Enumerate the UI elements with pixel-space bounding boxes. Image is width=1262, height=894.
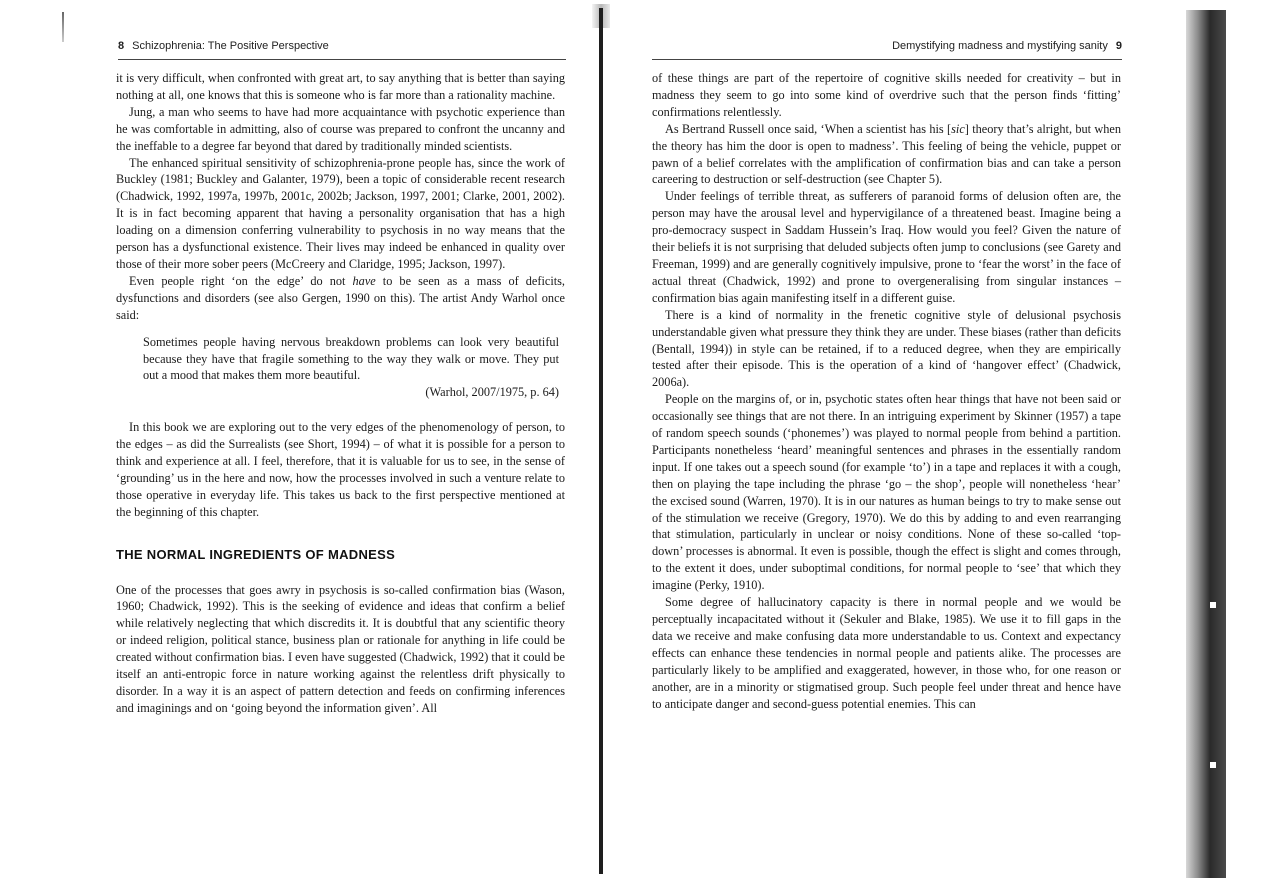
page-edge-mark	[1210, 602, 1216, 608]
right-paragraph-1: of these things are part of the repertoire of cognitive skills needed for creativity – but in madness they seem to go into some kind of overdrive such that the person finds ‘fitting’ confirmations relentlessly.	[652, 71, 1121, 119]
left-paragraph-2: Jung, a man who seems to have had more acquaintance with psychotic experience than he was comfortable in admitting, also of course was prepared to confront the uncanny and the ineffable to a degree far beyond that dared by traditionally minded scientists.	[116, 104, 565, 153]
page-edge-mark	[1210, 762, 1216, 768]
left-running-head-title: Schizophrenia: The Positive Perspective	[132, 40, 329, 52]
right-paragraph-5: People on the margins of, or in, psychotic states often hear things that have not been said or occasionally see things that are not there. In an intriguing experiment by Skinner (1957) a tape of random speech sounds (‘phonemes’) was played to normal people from behind a partition. Participants nonetheless ‘heard’ meaningful sentences and phrases in the essentially random input. If one takes out a speech sound (for example ‘to’) in a tape and replaces it with a cough, then on playing the tape including the phrase ‘go – the shop’, people will nonetheless ‘hear’ the excised sound (Warren, 1970). It is in our natures as human beings to try to make sense out of the stimulation we receive (Gregory, 1970). We do this by adding to and even rearranging that stimulation, particularly in unclear or noisy conditions. None of these so-called ‘top-down’ processes is abnormal. It even is possible, though the effect is slight and comes through, to the extent it does, under suboptimal conditions, for normal people to ‘see’ that which they imagine (Perky, 1910).	[652, 392, 1121, 593]
right-page	[626, 0, 1262, 894]
left-body-text	[116, 70, 565, 717]
right-paragraph-2-end: ] theory that’s alright, but when the theory has him the door is open to madness’. This feeling of being the vehicle, puppet or pawn of a belief correlates with the amplification of confirmation bias and can take a person careering to destruction or self-destruction (see Chapter 5).	[652, 121, 1122, 187]
right-paragraph-2	[652, 121, 1121, 189]
right-page-number: 9	[1115, 40, 1122, 52]
warhol-quote-citation: (Warhol, 2007/1975, p. 64)	[425, 385, 559, 400]
left-paragraph-4-start: Even people right ‘on the edge’ do not	[129, 273, 353, 288]
book-gutter	[599, 8, 603, 874]
left-paragraph-4-emphasis: have	[352, 273, 376, 288]
right-body-text	[652, 70, 1121, 712]
warhol-quote-text: Sometimes people having nervous breakdown problems can look very beautiful because they have that fragile something to the way they walk or move. They put out a mood that makes them more beautiful.	[143, 334, 559, 383]
warhol-quote	[143, 334, 559, 402]
left-paragraph-1: it is very difficult, when confronted with great art, to say anything that is better than saying nothing at all, one knows that this is someone who is far more than a rationality machine.	[116, 71, 565, 102]
left-paragraph-5: In this book we are exploring out to the very edges of the phenomenology of person, to the edges – as did the Surrealists (see Short, 1994) – of what it is possible for a person to think and experience at all. I feel, therefore, that it is valuable for us to see, in the sense of ‘grounding’ us in the here and now, how the processes involved in such a venture relate to those operative in everyday life. This takes us back to the first perspective mentioned at the beginning of this chapter.	[116, 420, 565, 519]
right-paragraph-6: Some degree of hallucinatory capacity is there in normal people and we would be perceptually incapacitated without it (Sekuler and Blake, 1985). We use it to fill gaps in the data we receive and make confusing data more understandable to us. Context and expectancy effects can enhance these tendencies in normal people and patients alike. The processes are particularly likely to be amplified and exaggerated, however, in those who, for one reason or another, are in a minority or stigmatised group. Such people feel under threat and hence have to anticipate danger and second-guess potential enemies. This can	[652, 595, 1121, 711]
right-paragraph-2-emphasis: sic	[951, 121, 965, 136]
right-running-head-title: Demystifying madness and mystifying sanity	[892, 40, 1108, 52]
left-page	[0, 0, 610, 894]
right-paragraph-4: There is a kind of normality in the frenetic cognitive style of delusional psychosis understandable given what pressure they think they are under. These biases (rather than deficits (Bentall, 1994)) in style can be retained, if to a reduced degree, when they are empirically tested after their episode. This is the operation of a kind of ‘hangover effect’ (Chadwick, 2006a).	[652, 307, 1121, 390]
left-running-head	[118, 40, 566, 60]
left-paragraph-3: The enhanced spiritual sensitivity of schizophrenia-prone people has, since the work of Buckley (1981; Buckley and Galanter, 1979), been a topic of considerable recent research (Chadwick, 1992, 1997a, 1997b, 2001c, 2002b; Jackson, 1997, 2001; Clarke, 2001, 2002). It is in fact becoming apparent that having a personality organisation that has a high loading on a dimension conferring vulnerability to psychosis in no way means that the person has a dysfunctional existence. Their lives may indeed be enhanced in quality over those of their more sober peers (McCreery and Claridge, 1995; Jackson, 1997).	[116, 155, 565, 271]
right-running-head	[652, 40, 1122, 60]
right-paragraph-3: Under feelings of terrible threat, as sufferers of paranoid forms of delusion often are, the person may have the arousal level and hypervigilance of a threatened beast. Imagine being a pro-democracy suspect in Saddam Hussein’s Iraq. How would you feel? Given the nature of their beliefs it is not surprising that deluded subjects often jump to conclusions (see Garety and Freeman, 1999) and are generally cognitively impulsive, prone to ‘fear the worst’ in the face of actual threat (Chadwick, 1992) and prone to overgeneralising from singular instances – confirmation bias again manifesting itself in a different guise.	[652, 189, 1121, 305]
left-paragraph-6: One of the processes that goes awry in psychosis is so-called confirmation bias (Wason, 1960; Chadwick, 1992). This is the seeking of evidence and ideas that confirm a belief while relatively neglecting that which discredits it. It is doubtful that any scientific theory or indeed religion, political stance, business plan or rationale for anything in life could be created without confirmation bias. I even have suggested (Chadwick, 1992) that it could be itself an anti-entropic force in nature working against the relentless drift physically to disorder. In a way it is an aspect of pattern detection and feeds on confirming inferences and imaginings and on ‘going beyond the information given’. All	[116, 582, 565, 715]
left-page-number: 8	[118, 40, 125, 52]
section-heading: THE NORMAL INGREDIENTS OF MADNESS	[116, 546, 396, 562]
left-paragraph-4	[116, 273, 565, 324]
left-paragraph-4-end: to be seen as a mass of deficits, dysfunctions and disorders (see also Gergen, 1990 on this). The artist Andy Warhol once said:	[116, 273, 566, 322]
right-paragraph-2-start: As Bertrand Russell once said, ‘When a scientist has his [	[665, 121, 952, 136]
book-page-edge	[1186, 10, 1226, 878]
